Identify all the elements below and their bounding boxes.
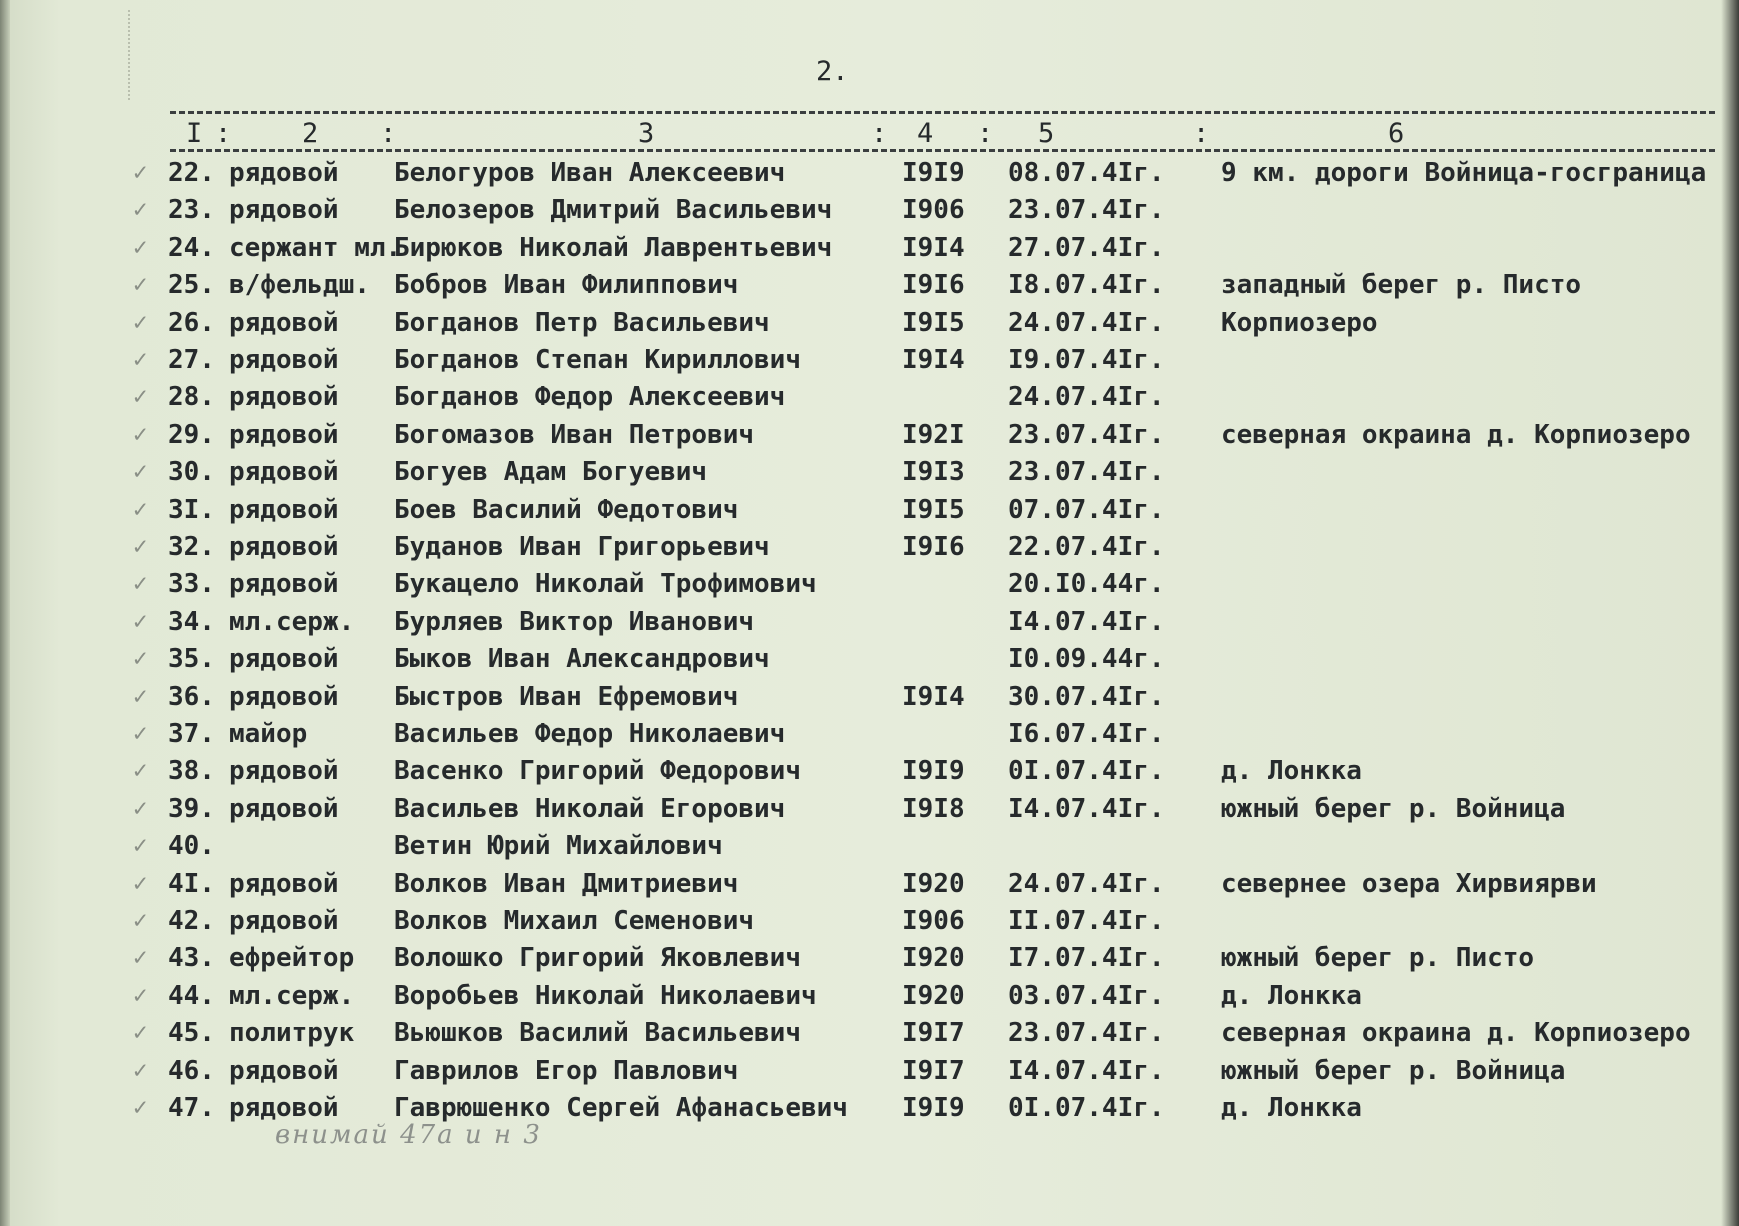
cell-num: 22.: [168, 158, 215, 188]
cell-year: I9I9: [902, 756, 965, 787]
check-mark-icon: ✓: [133, 719, 148, 747]
cell-num: 43.: [168, 943, 215, 974]
cell-year: I92I: [902, 419, 965, 450]
cell-place: д. Лонкка: [1221, 980, 1362, 1011]
cell-num: 28.: [168, 382, 215, 413]
cell-date: 23.07.4Iг.: [1008, 195, 1165, 226]
cell-name: Гаврюшенко Сергей Афанасьевич: [394, 1093, 848, 1123]
cell-rank: рядовой: [229, 681, 339, 712]
header-col-6: 6: [1388, 118, 1405, 149]
cell-year: I9I9: [902, 1093, 965, 1123]
table-row: [0, 831, 1739, 867]
cell-date: 30.07.4Iг.: [1008, 681, 1165, 712]
table-row: [0, 981, 1739, 1017]
cell-rank: рядовой: [229, 532, 339, 562]
check-mark-icon: ✓: [133, 980, 148, 1009]
table-row: [0, 345, 1739, 381]
cell-num: 32.: [168, 532, 215, 562]
check-mark-icon: ✓: [133, 195, 148, 224]
cell-date: I8.07.4Iг.: [1008, 270, 1165, 301]
cell-rank: рядовой: [229, 419, 339, 450]
cell-name: Букацело Николай Трофимович: [394, 569, 817, 600]
cell-year: I906: [902, 195, 965, 226]
cell-num: 33.: [168, 569, 215, 600]
check-mark-icon: ✓: [133, 1093, 148, 1121]
cell-name: Гаврилов Егор Павлович: [394, 1055, 739, 1086]
cell-num: 38.: [168, 756, 215, 787]
header-col-2: 2: [302, 118, 319, 149]
header-rule-top: [170, 111, 1715, 114]
table-row: [0, 195, 1739, 231]
cell-name: Воробьев Николай Николаевич: [394, 980, 817, 1011]
cell-name: Боев Василий Федотович: [394, 494, 739, 525]
cell-num: 27.: [168, 345, 215, 375]
cell-num: 46.: [168, 1055, 215, 1086]
cell-num: 39.: [168, 793, 215, 824]
check-mark-icon: ✓: [133, 270, 148, 299]
table-row: [0, 719, 1739, 755]
header-separator: :: [380, 118, 397, 149]
table-row: [0, 495, 1739, 531]
cell-place: западный берег р. Писто: [1221, 270, 1582, 301]
check-mark-icon: ✓: [133, 1055, 148, 1084]
cell-date: 24.07.4Iг.: [1008, 868, 1165, 899]
cell-name: Васильев Николай Егорович: [394, 793, 786, 824]
check-mark-icon: ✓: [133, 382, 148, 411]
table-row: [0, 158, 1739, 194]
table-row: [0, 457, 1739, 493]
cell-place: Корпиозеро: [1221, 307, 1378, 338]
cell-num: 34.: [168, 606, 215, 637]
cell-year: I920: [902, 980, 965, 1011]
cell-date: 07.07.4Iг.: [1008, 494, 1165, 525]
cell-place: южный берег р. Войница: [1221, 1055, 1566, 1086]
check-mark-icon: ✓: [133, 868, 148, 897]
check-mark-icon: ✓: [133, 419, 148, 448]
cell-num: 29.: [168, 419, 215, 450]
cell-rank: политрук: [229, 1018, 355, 1049]
cell-rank: мл.серж.: [229, 980, 355, 1011]
cell-date: II.07.4Iг.: [1008, 906, 1165, 936]
cell-year: I9I3: [902, 457, 965, 488]
table-row: [0, 869, 1739, 905]
cell-name: Белозеров Дмитрий Васильевич: [394, 195, 833, 226]
cell-name: Васильев Федор Николаевич: [394, 719, 786, 749]
cell-date: 03.07.4Iг.: [1008, 980, 1165, 1011]
check-mark-icon: ✓: [133, 831, 148, 860]
cell-year: I9I4: [902, 681, 965, 712]
cell-name: Богданов Степан Кириллович: [394, 345, 801, 375]
cell-name: Богомазов Иван Петрович: [394, 419, 755, 450]
cell-num: 36.: [168, 681, 215, 712]
table-row: [0, 1056, 1739, 1092]
header-separator: :: [1193, 118, 1210, 149]
cell-date: I6.07.4Iг.: [1008, 719, 1165, 749]
cell-num: 35.: [168, 644, 215, 675]
cell-rank: рядовой: [229, 569, 339, 600]
cell-rank: рядовой: [229, 494, 339, 525]
check-mark-icon: ✓: [133, 906, 148, 934]
cell-year: I920: [902, 868, 965, 899]
cell-rank: рядовой: [229, 158, 339, 188]
cell-place: д. Лонкка: [1221, 756, 1362, 787]
check-mark-icon: ✓: [133, 793, 148, 822]
cell-date: 08.07.4Iг.: [1008, 158, 1165, 188]
table-row: [0, 943, 1739, 979]
cell-num: 42.: [168, 906, 215, 936]
table-row: [0, 644, 1739, 680]
table-row: [0, 1093, 1739, 1129]
cell-name: Волков Иван Дмитриевич: [394, 868, 739, 899]
header-rule-bottom: [170, 149, 1715, 152]
check-mark-icon: ✓: [133, 345, 148, 373]
check-mark-icon: ✓: [133, 644, 148, 673]
header-separator: :: [871, 118, 888, 149]
check-mark-icon: ✓: [133, 569, 148, 598]
cell-date: I7.07.4Iг.: [1008, 943, 1165, 974]
table-row: [0, 569, 1739, 605]
cell-date: 23.07.4Iг.: [1008, 419, 1165, 450]
cell-num: 30.: [168, 457, 215, 488]
check-mark-icon: ✓: [133, 494, 148, 523]
cell-name: Белогуров Иван Алексеевич: [394, 158, 786, 188]
cell-name: Богданов Федор Алексеевич: [394, 382, 786, 413]
cell-rank: рядовой: [229, 382, 339, 413]
cell-year: I9I8: [902, 793, 965, 824]
cell-year: I9I4: [902, 345, 965, 375]
cell-year: I9I9: [902, 158, 965, 188]
cell-name: Богданов Петр Васильевич: [394, 307, 770, 338]
table-row: [0, 420, 1739, 456]
cell-date: I9.07.4Iг.: [1008, 345, 1165, 375]
cell-place: 9 км. дороги Войница-госграница: [1221, 158, 1707, 188]
cell-rank: в/фельдш.: [229, 270, 370, 301]
cell-rank: рядовой: [229, 457, 339, 488]
cell-date: 24.07.4Iг.: [1008, 307, 1165, 338]
check-mark-icon: ✓: [133, 307, 148, 336]
binding-holes: [128, 10, 146, 100]
cell-date: I4.07.4Iг.: [1008, 793, 1165, 824]
cell-rank: рядовой: [229, 644, 339, 675]
table-row: [0, 794, 1739, 830]
check-mark-icon: ✓: [133, 756, 148, 785]
cell-date: 22.07.4Iг.: [1008, 532, 1165, 562]
check-mark-icon: ✓: [133, 158, 148, 186]
cell-name: Вьюшков Василий Васильевич: [394, 1018, 801, 1049]
cell-date: I4.07.4Iг.: [1008, 606, 1165, 637]
cell-rank: рядовой: [229, 195, 339, 226]
check-mark-icon: ✓: [133, 232, 148, 261]
check-mark-icon: ✓: [133, 1018, 148, 1047]
cell-date: 27.07.4Iг.: [1008, 232, 1165, 263]
check-mark-icon: ✓: [133, 457, 148, 486]
check-mark-icon: ✓: [133, 606, 148, 635]
table-row: [0, 308, 1739, 344]
cell-rank: ефрейтор: [229, 943, 355, 974]
cell-num: 45.: [168, 1018, 215, 1049]
table-row: [0, 607, 1739, 643]
cell-place: севернее озера Хирвиярви: [1221, 868, 1597, 899]
cell-rank: рядовой: [229, 756, 339, 787]
cell-place: северная окраина д. Корпиозеро: [1221, 419, 1691, 450]
cell-year: I9I5: [902, 494, 965, 525]
cell-rank: рядовой: [229, 1055, 339, 1086]
cell-num: 40.: [168, 831, 215, 862]
page-number: 2.: [816, 56, 849, 87]
cell-num: 47.: [168, 1093, 215, 1123]
cell-place: д. Лонкка: [1221, 1093, 1362, 1123]
cell-name: Волошко Григорий Яковлевич: [394, 943, 801, 974]
cell-year: I9I7: [902, 1055, 965, 1086]
cell-num: 25.: [168, 270, 215, 301]
cell-year: I9I6: [902, 270, 965, 301]
header-separator: :: [977, 118, 994, 149]
cell-date: 23.07.4Iг.: [1008, 1018, 1165, 1049]
cell-num: 3I.: [168, 494, 215, 525]
table-row: [0, 682, 1739, 718]
cell-year: I9I7: [902, 1018, 965, 1049]
cell-date: I4.07.4Iг.: [1008, 1055, 1165, 1086]
cell-date: 23.07.4Iг.: [1008, 457, 1165, 488]
cell-date: I0.09.44г.: [1008, 644, 1165, 675]
cell-num: 26.: [168, 307, 215, 338]
cell-name: Бирюков Николай Лаврентьевич: [394, 232, 833, 263]
cell-rank: рядовой: [229, 793, 339, 824]
cell-date: 0I.07.4Iг.: [1008, 756, 1165, 787]
pencil-note: внимай 47а и н 3: [275, 1120, 542, 1150]
table-row: [0, 532, 1739, 568]
cell-place: южный берег р. Писто: [1221, 943, 1535, 974]
cell-date: 0I.07.4Iг.: [1008, 1093, 1165, 1123]
cell-year: I920: [902, 943, 965, 974]
cell-date: 24.07.4Iг.: [1008, 382, 1165, 413]
table-row: [0, 906, 1739, 942]
cell-name: Волков Михаил Семенович: [394, 906, 755, 936]
cell-rank: майор: [229, 719, 308, 749]
cell-place: южный берег р. Войница: [1221, 793, 1566, 824]
header-col-3: 3: [638, 118, 655, 149]
header-col-1: I: [186, 118, 203, 149]
cell-name: Васенко Григорий Федорович: [394, 756, 801, 787]
cell-rank: рядовой: [229, 1093, 339, 1123]
table-row: [0, 1018, 1739, 1054]
cell-name: Быстров Иван Ефремович: [394, 681, 739, 712]
cell-name: Ветин Юрий Михайлович: [394, 831, 723, 862]
table-row: [0, 382, 1739, 418]
cell-rank: рядовой: [229, 307, 339, 338]
check-mark-icon: ✓: [133, 943, 148, 972]
cell-rank: рядовой: [229, 345, 339, 375]
cell-num: 37.: [168, 719, 215, 749]
cell-num: 44.: [168, 980, 215, 1011]
cell-year: I9I4: [902, 232, 965, 263]
cell-num: 24.: [168, 232, 215, 263]
cell-year: I906: [902, 906, 965, 936]
cell-rank: рядовой: [229, 906, 339, 936]
header-separator: :: [215, 118, 232, 149]
cell-name: Бобров Иван Филиппович: [394, 270, 739, 301]
cell-rank: сержант мл.: [229, 232, 402, 263]
cell-name: Быков Иван Александрович: [394, 644, 770, 675]
cell-place: северная окраина д. Корпиозеро: [1221, 1018, 1691, 1049]
cell-year: I9I5: [902, 307, 965, 338]
cell-name: Бурляев Виктор Иванович: [394, 606, 755, 637]
cell-name: Богуев Адам Богуевич: [394, 457, 708, 488]
header-col-5: 5: [1038, 118, 1055, 149]
check-mark-icon: ✓: [133, 681, 148, 710]
table-row: [0, 270, 1739, 306]
cell-year: I9I6: [902, 532, 965, 562]
cell-rank: рядовой: [229, 868, 339, 899]
cell-num: 23.: [168, 195, 215, 226]
table-row: [0, 233, 1739, 269]
check-mark-icon: ✓: [133, 532, 148, 560]
table-row: [0, 756, 1739, 792]
cell-num: 4I.: [168, 868, 215, 899]
cell-name: Буданов Иван Григорьевич: [394, 532, 770, 562]
header-col-4: 4: [917, 118, 934, 149]
cell-rank: мл.серж.: [229, 606, 355, 637]
cell-date: 20.I0.44г.: [1008, 569, 1165, 600]
